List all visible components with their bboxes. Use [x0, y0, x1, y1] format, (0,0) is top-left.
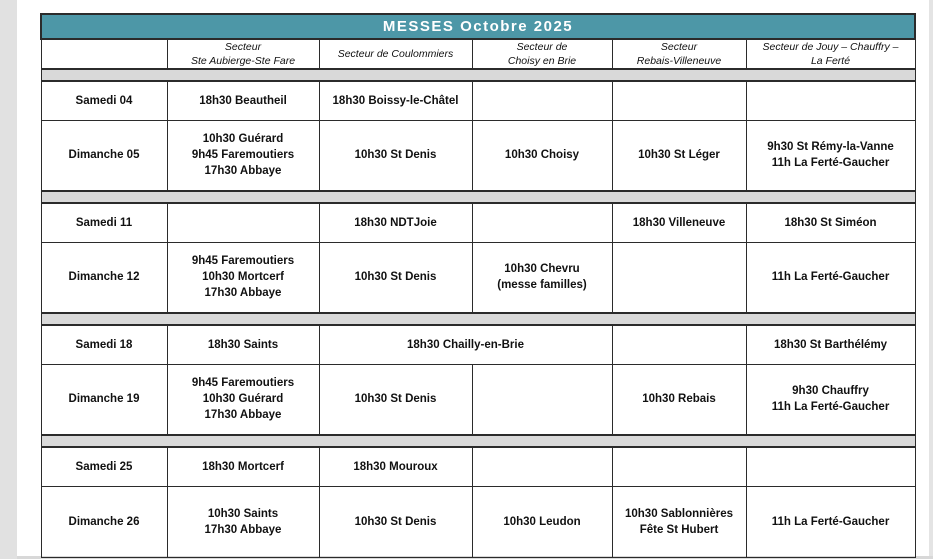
- mass-cell: 18h30 Boissy-le-Châtel: [319, 81, 472, 120]
- schedule-title: MESSES Octobre 2025: [41, 14, 915, 39]
- mass-cell: 11h La Ferté-Gaucher: [746, 242, 915, 313]
- sector-header: Secteur de Coulommiers: [319, 39, 472, 69]
- mass-cell: [167, 203, 319, 242]
- mass-cell: [472, 203, 612, 242]
- day-label: Dimanche 19: [41, 364, 167, 435]
- mass-cell: 18h30 Chailly-en-Brie: [319, 325, 612, 364]
- mass-cell: [612, 81, 746, 120]
- mass-cell: 10h30 Guérard 9h45 Faremoutiers 17h30 Abbaye: [167, 120, 319, 191]
- mass-cell: 11h La Ferté-Gaucher: [746, 486, 915, 557]
- mass-cell: 18h30 Saints: [167, 325, 319, 364]
- mass-cell: 18h30 NDTJoie: [319, 203, 472, 242]
- sunday-row: [41, 486, 915, 557]
- mass-cell: [612, 325, 746, 364]
- sector-header: Secteur de Jouy – Chauffry – La Ferté: [746, 39, 915, 69]
- mass-cell: 10h30 St Denis: [319, 486, 472, 557]
- day-label: Dimanche 05: [41, 120, 167, 191]
- mass-cell: 10h30 St Denis: [319, 120, 472, 191]
- sunday-row: [41, 120, 915, 191]
- mass-cell: 10h30 Rebais: [612, 364, 746, 435]
- mass-cell: 18h30 St Siméon: [746, 203, 915, 242]
- mass-cell: 18h30 Mouroux: [319, 447, 472, 486]
- mass-cell: 9h45 Faremoutiers 10h30 Guérard 17h30 Abbaye: [167, 364, 319, 435]
- title-row: [41, 14, 915, 39]
- mass-cell: 10h30 St Léger: [612, 120, 746, 191]
- saturday-row: [41, 81, 915, 120]
- mass-schedule-table: [40, 13, 916, 558]
- mass-cell: 10h30 Chevru (messe familles): [472, 242, 612, 313]
- mass-cell: [472, 364, 612, 435]
- sector-header: Secteur Rebais-Villeneuve: [612, 39, 746, 69]
- sector-header-blank: [41, 39, 167, 69]
- mass-cell: [612, 242, 746, 313]
- day-label: Samedi 04: [41, 81, 167, 120]
- mass-cell: [746, 81, 915, 120]
- day-label: Samedi 25: [41, 447, 167, 486]
- mass-cell: 10h30 St Denis: [319, 364, 472, 435]
- day-label: Dimanche 12: [41, 242, 167, 313]
- week-separator: [41, 191, 915, 203]
- mass-cell: 10h30 Saints 17h30 Abbaye: [167, 486, 319, 557]
- mass-cell: [472, 447, 612, 486]
- mass-cell: 10h30 Choisy: [472, 120, 612, 191]
- sector-header: Secteur Ste Aubierge-Ste Fare: [167, 39, 319, 69]
- day-label: Samedi 11: [41, 203, 167, 242]
- mass-cell: 9h30 Chauffry 11h La Ferté-Gaucher: [746, 364, 915, 435]
- saturday-row: [41, 447, 915, 486]
- week-separator: [41, 435, 915, 447]
- mass-cell: 18h30 Mortcerf: [167, 447, 319, 486]
- mass-cell: 18h30 Beautheil: [167, 81, 319, 120]
- mass-cell: 9h30 St Rémy-la-Vanne 11h La Ferté-Gaucher: [746, 120, 915, 191]
- mass-cell: [612, 447, 746, 486]
- sector-header: Secteur de Choisy en Brie: [472, 39, 612, 69]
- day-label: Dimanche 26: [41, 486, 167, 557]
- left-margin: [0, 0, 17, 559]
- right-margin: [929, 0, 933, 559]
- mass-cell: [472, 81, 612, 120]
- saturday-row: [41, 203, 915, 242]
- mass-cell: 9h45 Faremoutiers 10h30 Mortcerf 17h30 Abbaye: [167, 242, 319, 313]
- week-separator: [41, 313, 915, 325]
- mass-cell: 18h30 Villeneuve: [612, 203, 746, 242]
- mass-cell: 10h30 Leudon: [472, 486, 612, 557]
- sector-header-row: [41, 39, 915, 69]
- mass-cell: 10h30 Sablonnières Fête St Hubert: [612, 486, 746, 557]
- sunday-row: [41, 364, 915, 435]
- saturday-row: [41, 325, 915, 364]
- mass-cell: [746, 447, 915, 486]
- day-label: Samedi 18: [41, 325, 167, 364]
- sunday-row: [41, 242, 915, 313]
- mass-cell: 10h30 St Denis: [319, 242, 472, 313]
- week-separator: [41, 69, 915, 81]
- mass-cell: 18h30 St Barthélémy: [746, 325, 915, 364]
